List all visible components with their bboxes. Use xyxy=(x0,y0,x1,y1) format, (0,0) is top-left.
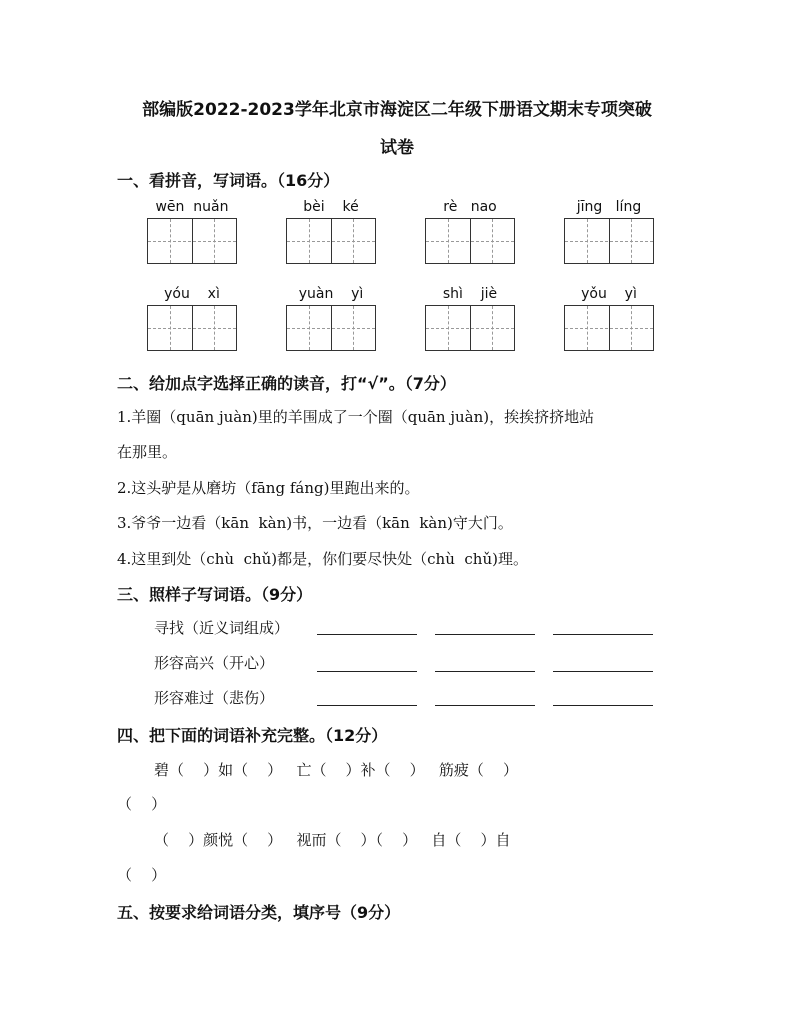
pinyin-label: yǒu yì xyxy=(581,286,637,302)
section3-row-label: 形容难过（悲伤） xyxy=(154,689,275,707)
pinyin-group xyxy=(425,283,515,351)
answer-blank[interactable] xyxy=(435,704,535,706)
pinyin-label: yuàn yì xyxy=(298,286,364,302)
section3-heading: 三、照样子写词语。（9分） xyxy=(117,585,313,604)
answer-blank[interactable] xyxy=(553,633,653,635)
section2-item: 4.这里到处（chù chǔ)都是，你们要尽快处（chù chǔ)理。 xyxy=(117,550,528,568)
section2-item: 1.羊圈（quān juàn)里的羊围成了一个圈（quān juàn)，挨挨挤挤地站 xyxy=(117,408,595,426)
writing-grid[interactable] xyxy=(286,218,376,264)
answer-blank[interactable] xyxy=(317,670,417,672)
section4-line: （ ） xyxy=(117,795,167,813)
writing-grid[interactable] xyxy=(564,218,654,264)
writing-grid[interactable] xyxy=(147,218,237,264)
writing-grid[interactable] xyxy=(425,218,515,264)
pinyin-group xyxy=(425,196,515,264)
answer-blank[interactable] xyxy=(553,670,653,672)
pinyin-group xyxy=(147,283,237,351)
answer-blank[interactable] xyxy=(317,633,417,635)
pinyin-group xyxy=(564,196,654,264)
writing-grid[interactable] xyxy=(425,305,515,351)
pinyin-group xyxy=(564,283,654,351)
section1-heading: 一、看拼音，写词语。（16分） xyxy=(117,171,340,190)
writing-grid[interactable] xyxy=(286,305,376,351)
answer-blank[interactable] xyxy=(317,704,417,706)
pinyin-label: yóu xì xyxy=(164,286,220,302)
pinyin-group xyxy=(147,196,237,264)
pinyin-label: wēn nuǎn xyxy=(155,199,229,215)
section3-row-label: 寻找（近义词组成） xyxy=(154,619,290,637)
pinyin-label: rè nao xyxy=(443,199,497,215)
pinyin-label: jīng líng xyxy=(576,199,642,215)
answer-blank[interactable] xyxy=(435,670,535,672)
pinyin-label: bèi ké xyxy=(303,199,359,215)
document-title-line1: 部编版2022-2023学年北京市海淀区二年级下册语文期末专项突破 xyxy=(142,100,652,120)
answer-blank[interactable] xyxy=(553,704,653,706)
writing-grid[interactable] xyxy=(147,305,237,351)
pinyin-label: shì jiè xyxy=(442,286,498,302)
section5-heading: 五、按要求给词语分类，填序号（9分） xyxy=(117,903,401,922)
answer-blank[interactable] xyxy=(435,633,535,635)
section4-line: （ ） xyxy=(117,866,167,884)
section2-heading: 二、给加点字选择正确的读音，打“√”。（7分） xyxy=(117,374,456,393)
document-title-line2: 试卷 xyxy=(380,138,414,158)
section2-item: 2.这头驴是从磨坊（fāng fáng)里跑出来的。 xyxy=(117,479,420,497)
section4-line: （ ）颜悦（ ） 视而（ ）（ ） 自（ ）自 xyxy=(154,831,511,849)
pinyin-group xyxy=(286,196,376,264)
section3-row-label: 形容高兴（开心） xyxy=(154,654,275,672)
section4-heading: 四、把下面的词语补充完整。（12分） xyxy=(117,726,388,745)
section2-item: 在那里。 xyxy=(117,443,178,461)
section4-line: 碧（ ）如（ ） 亡（ ）补（ ） 筋疲（ ） xyxy=(154,761,518,779)
section2-item: 3.爷爷一边看（kān kàn)书，一边看（kān kàn)守大门。 xyxy=(117,514,513,532)
pinyin-group xyxy=(286,283,376,351)
writing-grid[interactable] xyxy=(564,305,654,351)
